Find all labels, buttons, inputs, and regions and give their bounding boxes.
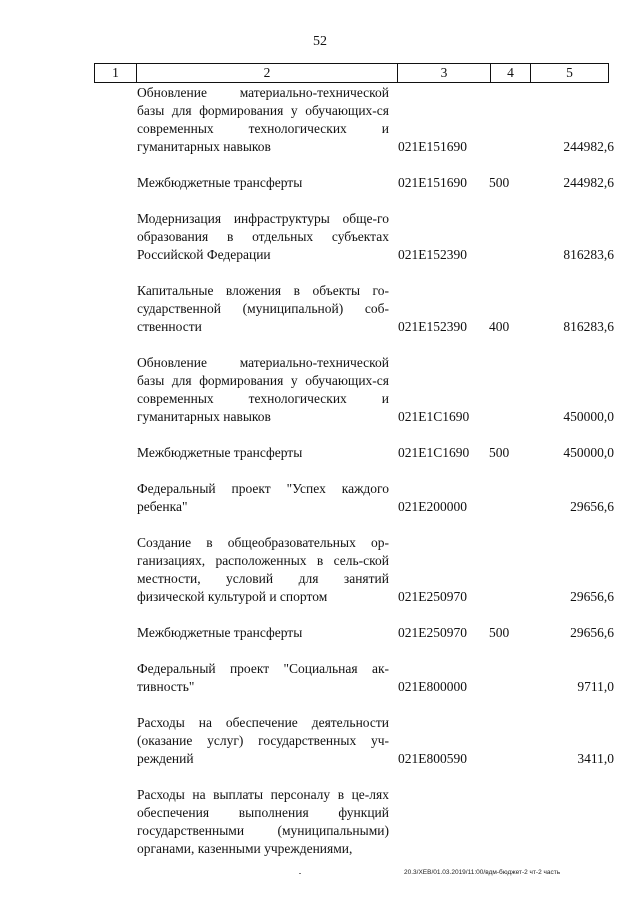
row-name: Создание в общеобразовательных ор-ганизациях, расположенных в сель-ской местности, условий для занятий физической культурой и спортом: [137, 535, 389, 604]
row-name: Модернизация инфраструктуры обще-го образования в отдельных субъектах Российской Федерации: [137, 211, 389, 262]
row-type: 400: [489, 319, 510, 334]
table-row: [137, 282, 615, 336]
table-row: [137, 444, 615, 462]
row-name: Расходы на обеспечение деятельности (оказание услуг) государственных уч-реждений: [137, 715, 389, 766]
column-4-header: 4: [491, 64, 531, 82]
table-row: [137, 480, 615, 516]
row-name: Обновление материально-технической базы для формирования у обучающих-ся современных технологических и гуманитарных навыков: [137, 85, 389, 154]
scan-speck: [299, 873, 301, 874]
row-code: 021E800590: [398, 751, 467, 766]
row-sum: 244982,6: [563, 139, 614, 154]
table-row: [137, 714, 615, 768]
row-sum: 3411,0: [577, 751, 614, 766]
row-name: Расходы на выплаты персоналу в це-лях обеспечения выполнения функций государственными (муниципальными) органами, казенными учреждениями,: [137, 787, 389, 856]
row-name: Капитальные вложения в объекты го-сударственной (муниципальной) соб-ственности: [137, 283, 389, 334]
row-sum: 29656,6: [570, 589, 614, 604]
table-row: [137, 210, 615, 264]
column-1-header: 1: [95, 64, 137, 82]
row-name: Межбюджетные трансферты: [137, 175, 303, 190]
row-type: 500: [489, 625, 510, 640]
table-row: [137, 174, 615, 192]
table-row: [137, 624, 615, 642]
row-name: Федеральный проект "Социальная ак-тивность": [137, 661, 389, 694]
row-type: 500: [489, 175, 510, 190]
row-code: 021E151690: [398, 139, 467, 154]
column-3-header: 3: [398, 64, 491, 82]
table-row: [137, 660, 615, 696]
row-code: 021E1C1690: [398, 445, 470, 460]
row-code: 021E1C1690: [398, 409, 470, 424]
row-sum: 244982,6: [563, 175, 614, 190]
row-sum: 816283,6: [563, 319, 614, 334]
document-footer-code: 20.3/ХЕВ/01.03.2019/11:00/вдм-бюджет-2 чт-2 часть: [404, 869, 561, 876]
row-name: Обновление материально-технической базы для формирования у обучающих-ся современных технологических и гуманитарных навыков: [137, 355, 389, 424]
row-name: Межбюджетные трансферты: [137, 625, 303, 640]
row-sum: 450000,0: [563, 445, 614, 460]
row-type: 500: [489, 445, 510, 460]
table-column-header: [94, 63, 609, 83]
row-code: 021E250970: [398, 589, 467, 604]
column-5-header: 5: [566, 65, 573, 80]
budget-table-body: [137, 84, 615, 876]
table-row: [137, 534, 615, 606]
row-code: 021E250970: [398, 625, 467, 640]
row-code: 021E800000: [398, 679, 467, 694]
row-sum: 29656,6: [570, 499, 614, 514]
table-row: [137, 84, 615, 156]
row-code: 021E151690: [398, 175, 467, 190]
row-name: Федеральный проект "Успех каждого ребенка": [137, 481, 389, 514]
row-code: 021E200000: [398, 499, 467, 514]
row-code: 021E152390: [398, 319, 467, 334]
row-sum: 816283,6: [563, 247, 614, 262]
page-number: 52: [313, 34, 327, 49]
row-code: 021E152390: [398, 247, 467, 262]
table-row: [137, 354, 615, 426]
column-2-header: 2: [137, 64, 398, 82]
row-sum: 450000,0: [563, 409, 614, 424]
row-name: Межбюджетные трансферты: [137, 445, 303, 460]
row-sum: 29656,6: [570, 625, 614, 640]
table-row: [137, 786, 615, 858]
row-sum: 9711,0: [577, 679, 614, 694]
